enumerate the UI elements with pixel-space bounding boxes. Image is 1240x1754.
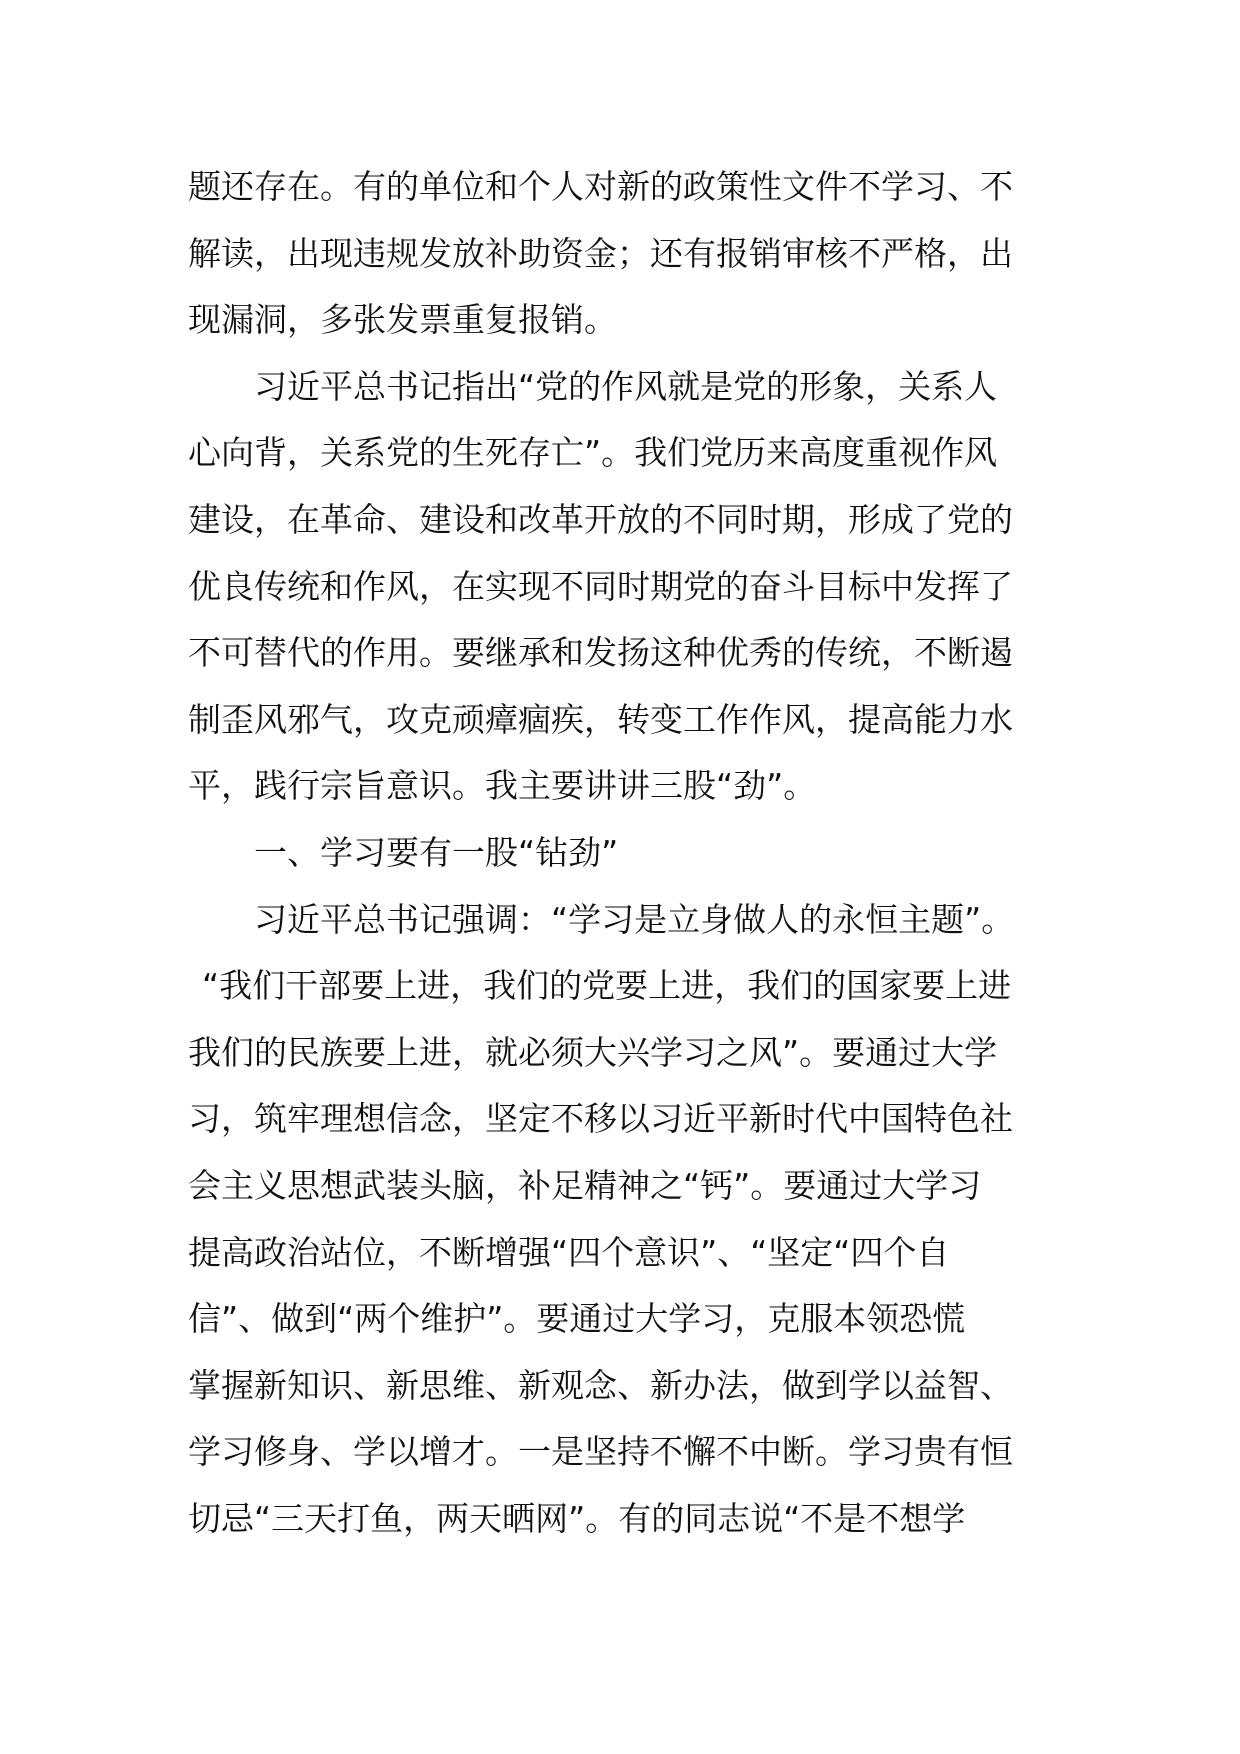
- paragraph-first-line: 习近平总书记指出“党的作风就是党的形象，关系人: [254, 366, 998, 406]
- text-line: 我们的民族要上进，就必须大兴学习之风”。要通过大学: [188, 1032, 998, 1072]
- text-line: 心向背，关系党的生死存亡”。我们党历来高度重视作风: [188, 433, 998, 473]
- text-line: 制歪风邪气，攻克顽瘴痼疾，转变工作作风，提高能力水: [188, 699, 1013, 739]
- text-line: 优良传统和作风，在实现不同时期党的奋斗目标中发挥了: [188, 566, 1013, 606]
- text-line: 学习修身、学以增才。一是坚持不懈不中断。学习贵有恒: [188, 1432, 1013, 1472]
- text-line: “我们干部要上进，我们的党要上进，我们的国家要上进: [202, 966, 1012, 1006]
- text-line: 现漏洞，多张发票重复报销。: [188, 300, 617, 340]
- text-line: 切忌“三天打鱼，两天晒网”。有的同志说“不是不想学: [188, 1498, 966, 1538]
- body-text: [188, 154, 1068, 1552]
- text-line: 会主义思想武装头脑，补足精神之“钙”。要通过大学习: [188, 1165, 982, 1205]
- text-line: 信”、做到“两个维护”。要通过大学习，克服本领恐慌: [188, 1299, 966, 1339]
- section-heading: 一、学习要有一股“钻劲”: [254, 832, 619, 872]
- text-line: 提高政治站位，不断增强“四个意识”、“坚定“四个自: [188, 1232, 950, 1272]
- text-line: 掌握新知识、新思维、新观念、新办法，做到学以益智、: [188, 1365, 1013, 1405]
- text-line: 解读，出现违规发放补助资金；还有报销审核不严格，出: [188, 233, 1013, 273]
- text-line: 建设，在革命、建设和改革开放的不同时期，形成了党的: [188, 499, 1013, 539]
- text-line: 不可替代的作用。要继承和发扬这种优秀的传统，不断遏: [188, 633, 1013, 673]
- text-line: 习，筑牢理想信念，坚定不移以习近平新时代中国特色社: [188, 1099, 1013, 1139]
- text-line: 题还存在。有的单位和个人对新的政策性文件不学习、不: [188, 167, 1013, 206]
- paragraph-first-line: 习近平总书记强调：“学习是立身做人的永恒主题”。: [254, 899, 1015, 939]
- text-line: 平，践行宗旨意识。我主要讲讲三股“劲”。: [188, 766, 817, 806]
